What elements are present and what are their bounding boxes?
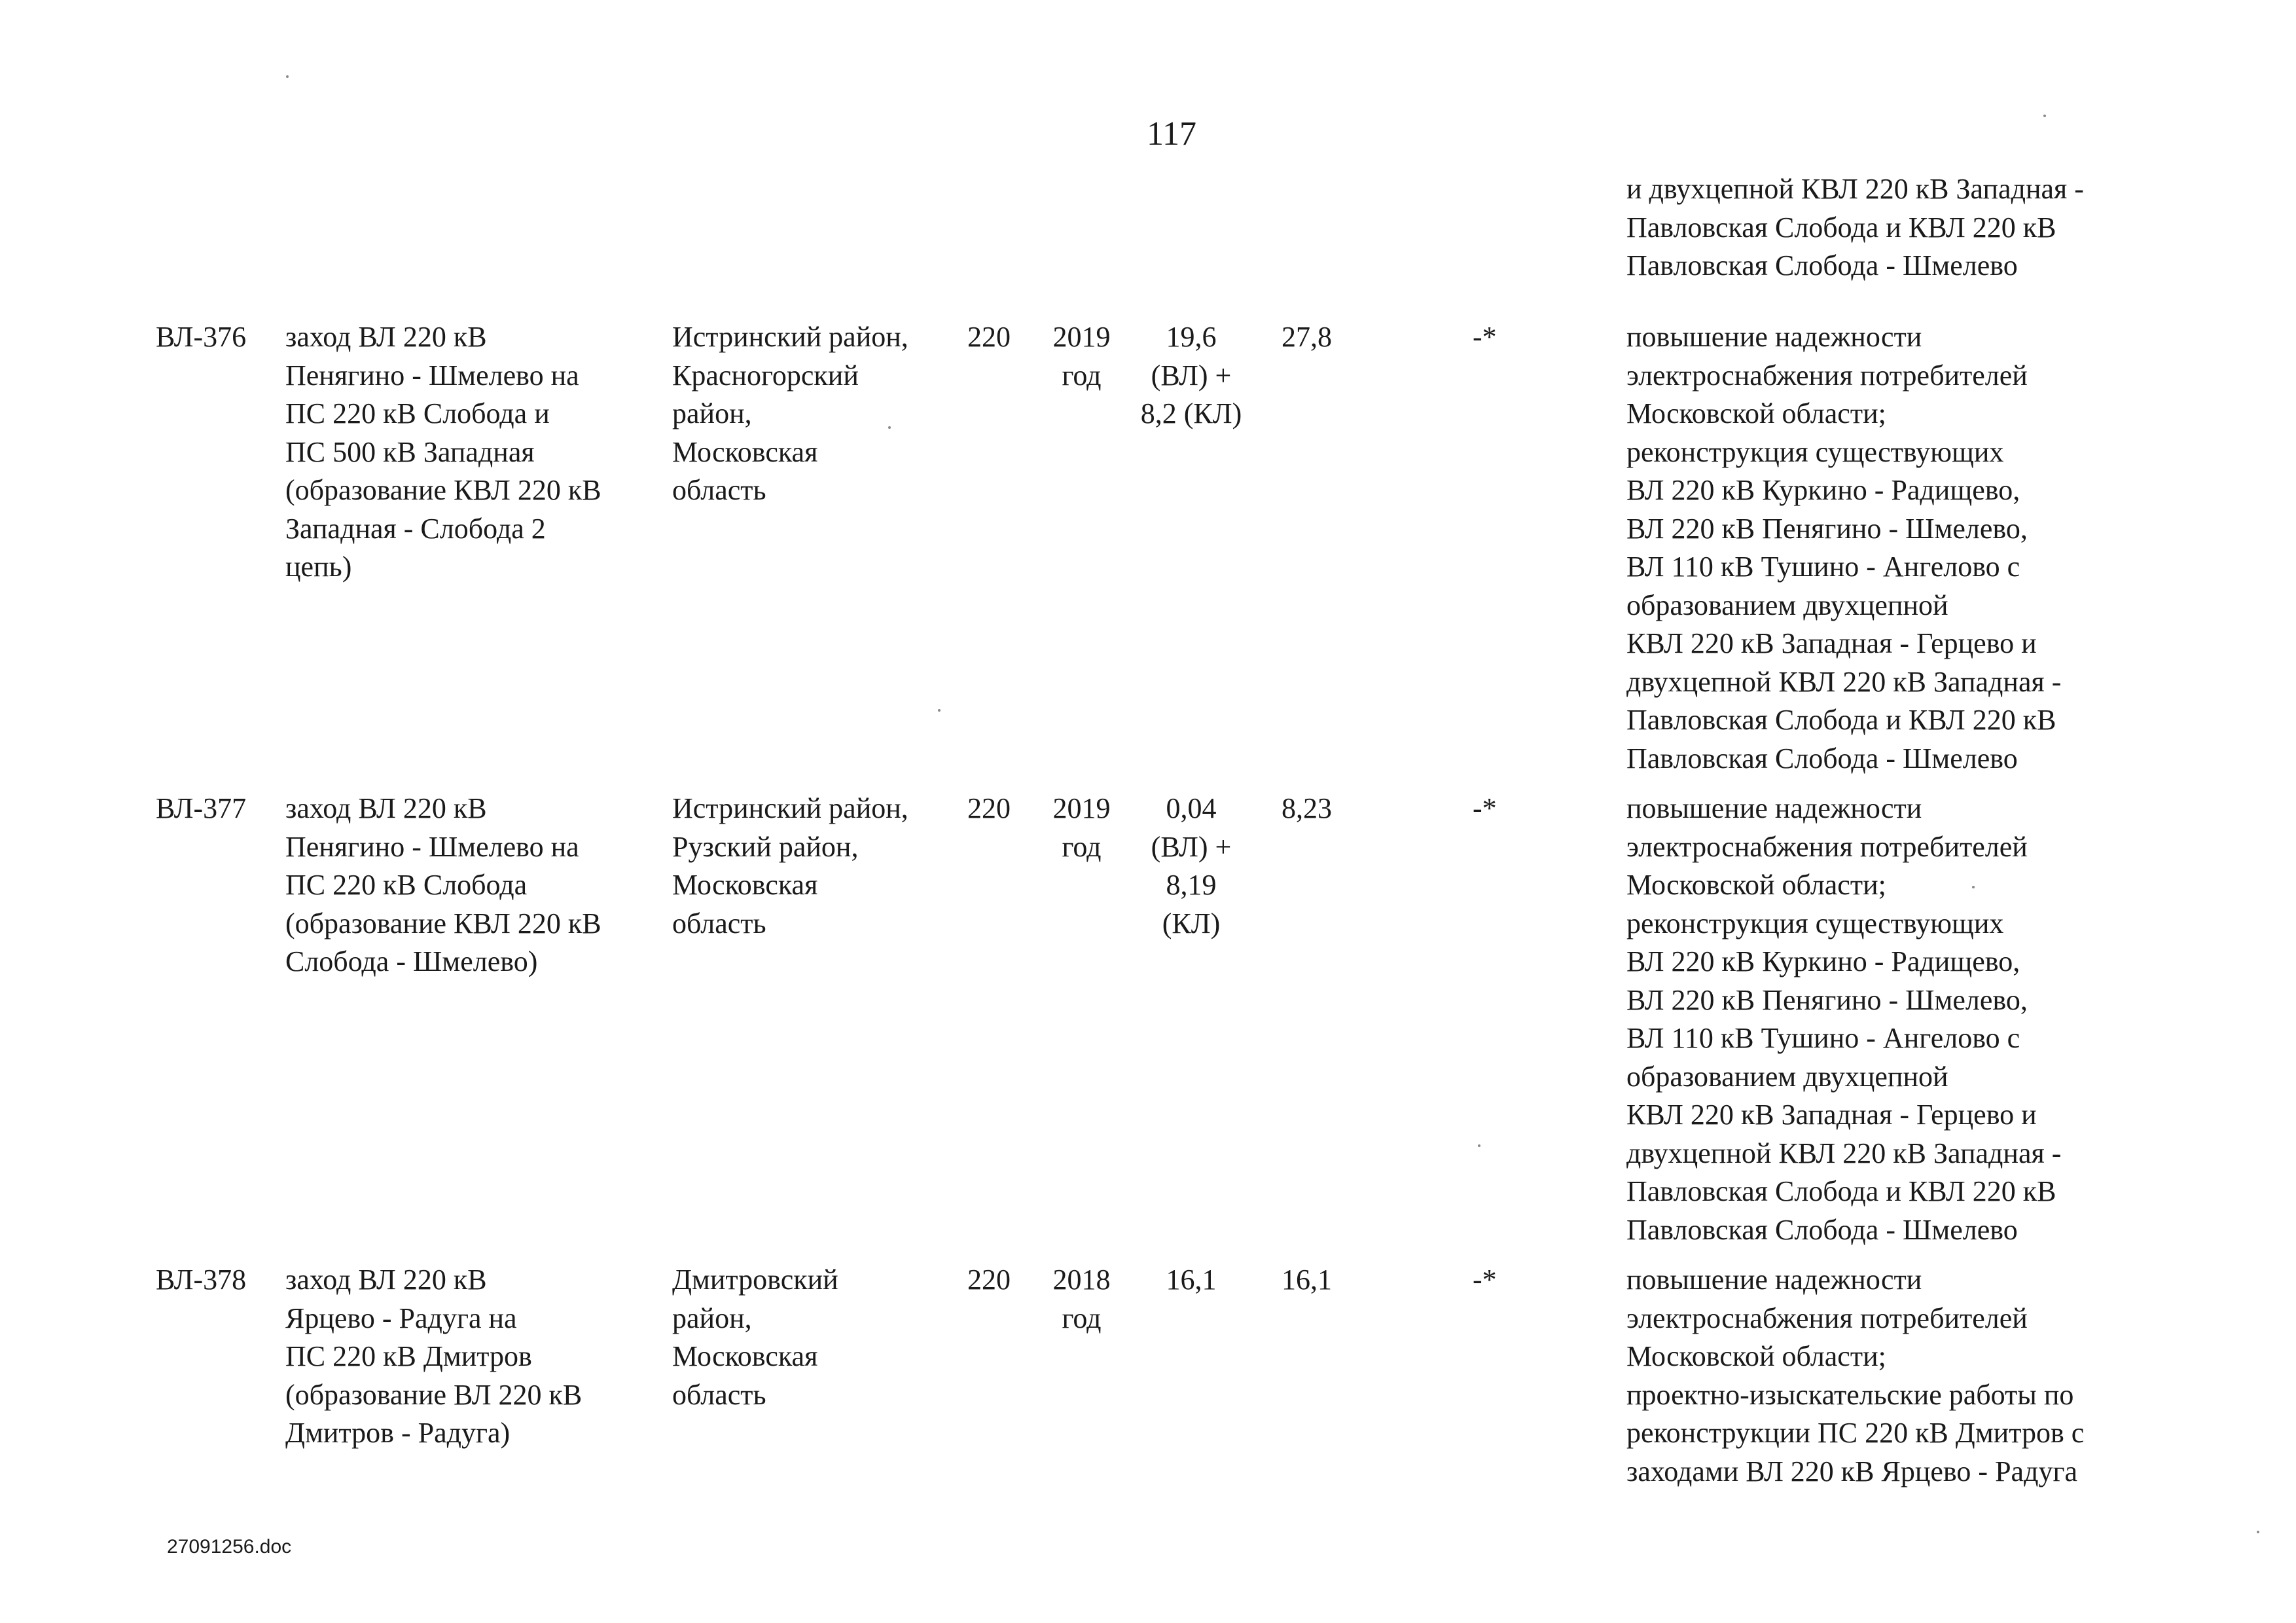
row-year: 2018 год	[1052, 1264, 1111, 1334]
row-region: Истринский район, Красногорский район, Московская область	[672, 321, 908, 506]
row-total: 16,1	[1282, 1264, 1332, 1296]
row-region: Дмитровский район, Московская область	[672, 1264, 838, 1411]
row-length: 0,04 (ВЛ) + 8,19 (КЛ)	[1151, 792, 1232, 939]
row-purpose: повышение надежности электроснабжения потребителей Московской области; реконструкция существующих ВЛ 220 кВ Куркино - Радищево, ВЛ 220 кВ Пенягино - Шмелево, ВЛ 110 кВ Тушино - Ангелово с образованием двухцепной КВЛ 220 кВ Западная - Герцево и двухцепной КВЛ 220 кВ Западная - Павловская Слобода и КВЛ 220 кВ Павловская Слобода - Шмелево	[1626, 321, 2062, 775]
row-name: заход ВЛ 220 кВ Ярцево - Радуга на ПС 220 кВ Дмитров (образование ВЛ 220 кВ Дмитров - Радуга)	[285, 1264, 583, 1449]
row-length: 19,6 (ВЛ) + 8,2 (КЛ)	[1140, 321, 1242, 429]
row-voltage: 220	[967, 792, 1011, 824]
row-length: 16,1	[1166, 1264, 1217, 1296]
page-number: 117	[1146, 115, 1197, 153]
row-code: ВЛ-376	[156, 321, 247, 353]
row-name: заход ВЛ 220 кВ Пенягино - Шмелево на ПС 220 кВ Слобода (образование КВЛ 220 кВ Слобода - Шмелево)	[285, 792, 601, 977]
scan-speck	[888, 426, 891, 429]
scan-speck	[938, 709, 941, 712]
row-code: ВЛ-377	[156, 792, 247, 824]
continuation-purpose: и двухцепной КВЛ 220 кВ Западная - Павловская Слобода и КВЛ 220 кВ Павловская Слобода - Шмелево	[1626, 173, 2084, 282]
scan-speck	[1972, 886, 1975, 888]
scan-speck	[1478, 1144, 1480, 1147]
footer-filename: 27091256.doc	[167, 1536, 292, 1558]
scan-speck	[2257, 1531, 2259, 1533]
row-code: ВЛ-378	[156, 1264, 247, 1296]
row-name: заход ВЛ 220 кВ Пенягино - Шмелево на ПС 220 кВ Слобода и ПС 500 кВ Западная (образование КВЛ 220 кВ Западная - Слобода 2 цепь)	[285, 321, 601, 583]
row-year: 2019 год	[1052, 321, 1111, 392]
row-year: 2019 год	[1052, 792, 1111, 863]
row-cost: -*	[1473, 321, 1497, 353]
row-voltage: 220	[967, 321, 1011, 353]
row-purpose: повышение надежности электроснабжения потребителей Московской области; проектно-изыскательские работы по реконструкции ПС 220 кВ Дмитров с заходами ВЛ 220 кВ Ярцево - Радуга	[1626, 1264, 2085, 1487]
row-total: 8,23	[1282, 792, 1332, 824]
row-region: Истринский район, Рузский район, Московская область	[672, 792, 908, 939]
row-voltage: 220	[967, 1264, 1011, 1296]
row-cost: -*	[1473, 792, 1497, 824]
row-total: 27,8	[1282, 321, 1332, 353]
row-cost: -*	[1473, 1264, 1497, 1296]
scan-speck	[2043, 115, 2046, 117]
scan-speck	[286, 75, 289, 78]
row-purpose: повышение надежности электроснабжения потребителей Московской области; реконструкция существующих ВЛ 220 кВ Куркино - Радищево, ВЛ 220 кВ Пенягино - Шмелево, ВЛ 110 кВ Тушино - Ангелово с образованием двухцепной КВЛ 220 кВ Западная - Герцево и двухцепной КВЛ 220 кВ Западная - Павловская Слобода и КВЛ 220 кВ Павловская Слобода - Шмелево	[1626, 792, 2062, 1246]
